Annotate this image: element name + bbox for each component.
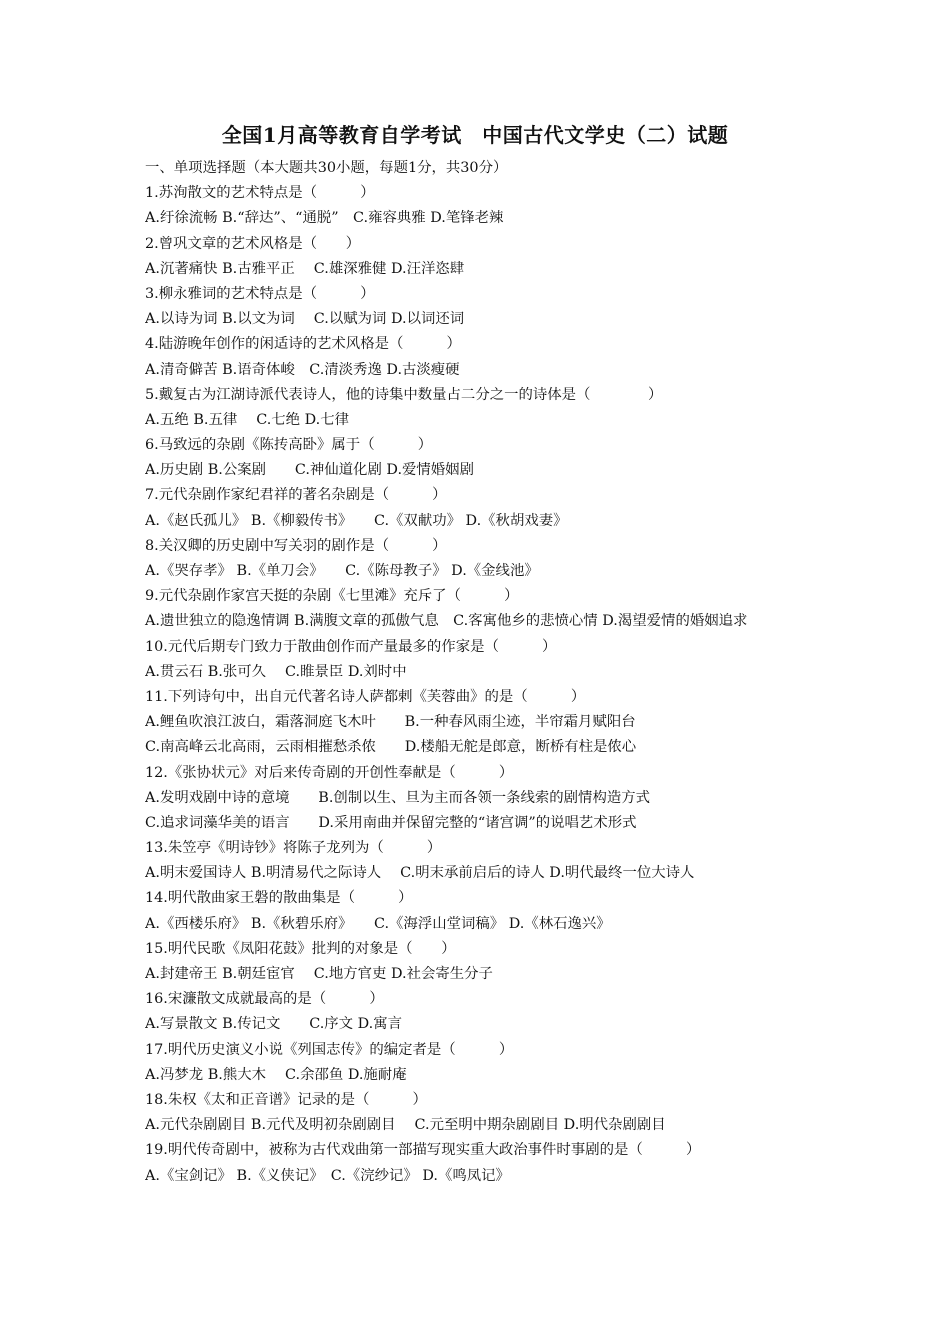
question-stem: 16.宋濂散文成就最高的是（ ） bbox=[145, 991, 384, 1008]
question-stem: 14.明代散曲家王磐的散曲集是（ ） bbox=[145, 890, 413, 907]
question-options: A.沉著痛快 B.古雅平正 C.雄深雅健 D.汪洋恣肆 bbox=[145, 260, 465, 277]
question-stem: 8.关汉卿的历史剧中写关羽的剧作是（ ） bbox=[145, 537, 447, 554]
question-options: A.封建帝王 B.朝廷宦官 C.地方官吏 D.社会寄生分子 bbox=[145, 966, 493, 983]
question-stem: 11.下列诗句中，出自元代著名诗人萨都剌《芙蓉曲》的是（ ） bbox=[145, 688, 586, 705]
question-options: A.《哭存孝》 B.《单刀会》 C.《陈母教子》 D.《金线池》 bbox=[145, 563, 539, 579]
question-item bbox=[145, 232, 815, 282]
question-stem: 18.朱权《太和正音谱》记录的是（ ） bbox=[145, 1091, 427, 1108]
question-item bbox=[145, 534, 815, 584]
question-item bbox=[145, 433, 815, 483]
question-options: C.追求词藻华美的语言 D.采用南曲并保留完整的“诸宫调”的说唱艺术形式 bbox=[145, 814, 637, 831]
question-stem: 1.苏洵散文的艺术特点是（ ） bbox=[145, 185, 375, 202]
question-item bbox=[145, 635, 815, 685]
question-options: A.发明戏剧中诗的意境 B.创制以生、旦为主而各领一条线索的剧情构造方式 bbox=[145, 789, 651, 806]
question-options: A.写景散文 B.传记文 C.序文 D.寓言 bbox=[145, 1016, 403, 1033]
question-stem: 4.陆游晚年创作的闲适诗的艺术风格是（ ） bbox=[145, 336, 461, 353]
question-item bbox=[145, 483, 815, 533]
question-item bbox=[145, 987, 815, 1037]
question-item bbox=[145, 761, 815, 837]
question-item bbox=[145, 1088, 815, 1138]
question-options: A.贯云石 B.张可久 C.睢景臣 D.刘时中 bbox=[145, 663, 407, 680]
question-options: A.《西楼乐府》 B.《秋碧乐府》 C.《海浮山堂词稿》 D.《林石逸兴》 bbox=[145, 915, 611, 932]
question-options: A.清奇僻苦 B.语奇体峻 C.清淡秀逸 D.古淡瘦硬 bbox=[145, 361, 460, 378]
question-list bbox=[145, 156, 815, 1189]
question-stem: 9.元代杂剧作家宫天挺的杂剧《七里滩》充斥了（ ） bbox=[145, 588, 519, 605]
page-title: 全国1月高等教育自学考试 中国古代文学史（二）试题 bbox=[221, 123, 729, 147]
question-stem: 12.《张协状元》对后来传奇剧的开创性奉献是（ ） bbox=[145, 764, 514, 781]
question-item bbox=[145, 1038, 815, 1088]
question-stem: 10.元代后期专门致力于散曲创作而产量最多的作家是（ ） bbox=[145, 638, 557, 655]
question-stem: 15.明代民歌《凤阳花鼓》批判的对象是（ ） bbox=[145, 940, 456, 957]
question-options: A.纡徐流畅 B.“辞达”、“通脱” C.雍容典雅 D.笔锋老辣 bbox=[145, 210, 504, 227]
question-options: A.《宝剑记》 B.《义侠记》 C.《浣纱记》 D.《鸣凤记》 bbox=[145, 1167, 510, 1184]
question-item bbox=[145, 937, 815, 987]
question-options: A.鲤鱼吹浪江波白，霜落洞庭飞木叶 B.一种春风雨尘迹，半帘霜月赋阳台 bbox=[145, 714, 636, 731]
question-options: A.元代杂剧剧目 B.元代及明初杂剧剧目 C.元至明中期杂剧剧目 D.明代杂剧剧目 bbox=[145, 1117, 666, 1134]
question-stem: 17.明代历史演义小说《列国志传》的编定者是（ ） bbox=[145, 1041, 514, 1058]
question-item bbox=[145, 332, 815, 382]
question-item bbox=[145, 836, 815, 886]
question-options: A.冯梦龙 B.熊大木 C.余邵鱼 D.施耐庵 bbox=[145, 1066, 407, 1083]
question-options: C.南高峰云北高雨，云雨相摧愁杀侬 D.楼船无舵是郎意，断桥有柱是侬心 bbox=[145, 739, 637, 756]
question-stem: 7.元代杂剧作家纪君祥的著名杂剧是（ ） bbox=[145, 487, 447, 504]
question-stem: 13.朱笠亭《明诗钞》将陈子龙列为（ ） bbox=[145, 840, 442, 857]
question-stem: 3.柳永雅词的艺术特点是（ ） bbox=[145, 285, 375, 302]
question-options: A.五绝 B.五律 C.七绝 D.七律 bbox=[145, 411, 350, 428]
question-item bbox=[145, 886, 815, 936]
question-stem: 19.明代传奇剧中，被称为古代戏曲第一部描写现实重大政治事件时事剧的是（ ） bbox=[145, 1142, 701, 1159]
question-item bbox=[145, 181, 815, 231]
question-item bbox=[145, 282, 815, 332]
question-stem: 2.曾巩文章的艺术风格是（ ） bbox=[145, 235, 361, 252]
question-options: A.《赵氏孤儿》 B.《柳毅传书》 C.《双献功》 D.《秋胡戏妻》 bbox=[145, 512, 568, 529]
question-item bbox=[145, 383, 815, 433]
question-stem: 6.马致远的杂剧《陈抟高卧》属于（ ） bbox=[145, 437, 433, 454]
question-options: A.以诗为词 B.以文为词 C.以赋为词 D.以词还词 bbox=[145, 311, 465, 328]
question-item bbox=[145, 1138, 815, 1188]
question-options: A.明末爱国诗人 B.明清易代之际诗人 C.明末承前启后的诗人 D.明代最终一位大诗人 bbox=[145, 865, 695, 882]
question-stem: 5.戴复古为江湖诗派代表诗人，他的诗集中数量占二分之一的诗体是（ ） bbox=[145, 386, 663, 403]
question-options: A.历史剧 B.公案剧 C.神仙道化剧 D.爱情婚姻剧 bbox=[145, 462, 474, 479]
question-item bbox=[145, 584, 815, 634]
question-options: A.遗世独立的隐逸情调 B.满腹文章的孤傲气息 C.客寓他乡的悲愤心情 D.渴望爱情的婚姻追求 bbox=[145, 613, 748, 630]
question-item bbox=[145, 685, 815, 761]
section-heading: 一、单项选择题（本大题共30小题，每题1分，共30分） bbox=[145, 160, 508, 176]
